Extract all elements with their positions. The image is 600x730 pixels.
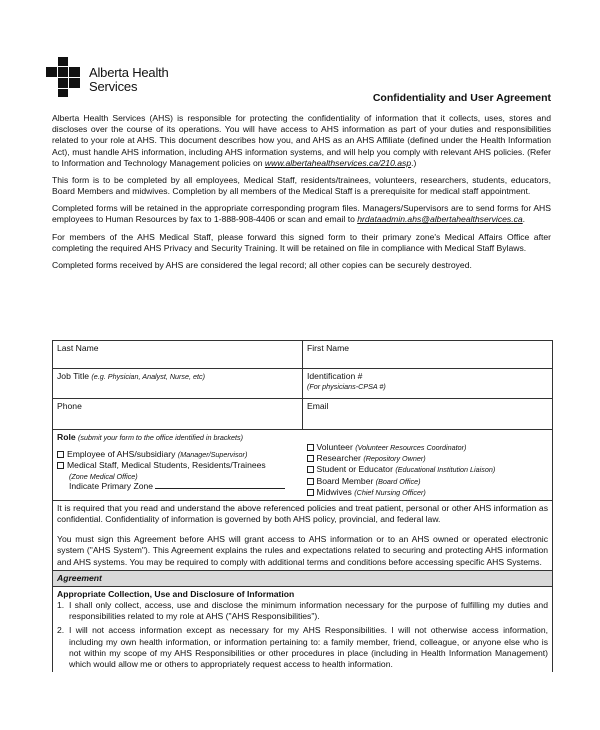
intro-paragraph-3-text: Completed forms will be retained in the appropriate corresponding program files. Managers/Supervisors are to send forms for AHS employees to Human Resources by fax to 1-888-908-4406 or scan and email to: [52, 203, 551, 225]
role-volunteer-hint: (Volunteer Resources Coordinator): [355, 443, 467, 452]
item-1-number: 1.: [57, 600, 65, 611]
item-1-text: I shall only collect, access, use and disclose the minimum information necessary for the purpose of fulfilling my duties and responsibilities related to my role at AHS ("AHS Responsibilities").: [69, 600, 548, 622]
role-medical-staff[interactable]: [57, 460, 299, 471]
item-2-number: 2.: [57, 625, 65, 636]
checkbox-icon[interactable]: [307, 444, 314, 451]
checkbox-icon[interactable]: [307, 455, 314, 462]
job-title-label: Job Title: [57, 371, 90, 381]
last-name-label: Last Name: [57, 343, 99, 353]
checkbox-icon[interactable]: [57, 462, 64, 469]
role-volunteer[interactable]: [307, 442, 549, 453]
agreement-item-2: [57, 625, 548, 670]
checkbox-icon[interactable]: [307, 466, 314, 473]
intro-paragraph-3-end: .: [522, 214, 526, 225]
role-options-left: [53, 430, 303, 501]
role-medical-staff-hint: (Zone Medical Office): [69, 471, 138, 481]
checkbox-icon[interactable]: [57, 451, 64, 458]
phone-field[interactable]: [53, 399, 303, 430]
role-midwives-hint: (Chief Nursing Officer): [354, 487, 426, 497]
role-researcher-hint: (Repository Owner): [363, 454, 426, 464]
agreement-item-1: [57, 600, 548, 622]
role-researcher-label: Researcher: [316, 453, 361, 464]
role-volunteer-label: Volunteer: [316, 442, 353, 452]
role-hint: (submit your form to the office identified in brackets): [78, 433, 243, 442]
intro-text: [52, 113, 551, 277]
role-employee-label: Employee of AHS/subsidiary: [67, 449, 176, 460]
intro-paragraph-1-end: .): [411, 157, 417, 168]
checkbox-icon[interactable]: [307, 489, 314, 496]
intro-paragraph-5: Completed forms received by AHS are considered the legal record; all other copies can be securely destroyed.: [52, 259, 472, 270]
policy-statement-2: You must sign this Agreement before AHS will grant access to AHS information or to an AHS owned or operated electronic system ("AHS System"). This Agreement explains the rules and expectations related to securing and protecting AHS information and AHS systems. You may be required to comply with additional terms and conditions before accessing specific AHS Systems.: [57, 534, 548, 567]
ahs-logo-mark-icon: [46, 57, 86, 97]
intro-paragraph-1: [52, 113, 551, 169]
email-field[interactable]: [303, 399, 553, 430]
hr-email-link[interactable]: hrdataadmin.ahs@albertahealthservices.ca: [357, 214, 523, 225]
role-options-right: [303, 430, 553, 501]
role-board-member-hint: (Board Office): [375, 476, 421, 486]
agreement-header: Agreement: [53, 570, 553, 586]
role-label: Role: [57, 432, 76, 442]
job-title-field[interactable]: [53, 369, 303, 399]
section-title: Appropriate Collection, Use and Disclosure of Information: [57, 588, 295, 599]
email-label: Email: [307, 401, 329, 411]
identification-label: Identification #: [307, 371, 363, 381]
role-midwives[interactable]: [307, 487, 549, 498]
ahs-logo: [46, 57, 206, 97]
intro-paragraph-4: For members of the AHS Medical Staff, please forward this signed form to their primary zone's Medical Affairs Office after completing the required AHS Privacy and Security Training. It will be retained on file in compliance with Medical Staff Bylaws.: [52, 231, 551, 253]
role-medical-staff-label: Medical Staff, Medical Students, Residents/Trainees: [67, 460, 266, 471]
user-info-form: [52, 340, 553, 672]
role-midwives-label: Midwives: [316, 486, 352, 497]
role-employee[interactable]: [57, 449, 299, 460]
identification-field[interactable]: [303, 369, 553, 399]
job-title-hint: (e.g. Physician, Analyst, Nurse, etc): [91, 372, 205, 381]
role-researcher[interactable]: [307, 453, 549, 464]
logo-wordmark: [89, 66, 169, 93]
checkbox-icon[interactable]: [307, 478, 314, 485]
phone-label: Phone: [57, 401, 82, 411]
role-student[interactable]: [307, 464, 549, 475]
primary-zone-field[interactable]: [57, 481, 299, 492]
item-2-text: I will not access information except as necessary for my AHS Responsibilities. I will not otherwise access information, including my own health information, or information pertaining to: a family member, friend, colleague, or anyone else who is not within my scope of my AHS Responsibilities or other procedures in place (including in Health Information Management) which would allow me or others to appropriately request access to health information.: [69, 625, 548, 669]
intro-paragraph-3: [52, 203, 551, 225]
primary-zone-label: Indicate Primary Zone: [69, 480, 154, 491]
logo-line-1: Alberta Health: [89, 65, 169, 80]
role-student-label: Student or Educator: [316, 464, 393, 475]
intro-paragraph-1-text: Alberta Health Services (AHS) is responsible for protecting the confidentiality of information that it collects, uses, stores and discloses over the course of its operations. You will have access to AHS information as part of your duties and responsibilities related to your role at AHS. This document describes how you, and AHS as an AHS Affiliate (defined under the Health Information Act), must handle AHS information, including AHS information systems, and will help you comply with relevant AHS policies. (Refer to Information and Technology Management policies on: [52, 113, 551, 168]
policies-link[interactable]: www.albertahealthservices.ca/210.asp: [264, 157, 412, 168]
role-board-member-label: Board Member: [316, 475, 374, 486]
role-employee-hint: (Manager/Supervisor): [177, 450, 248, 460]
document-title: Confidentiality and User Agreement: [372, 92, 551, 104]
role-student-hint: (Educational Institution Liaison): [395, 465, 496, 475]
last-name-field[interactable]: [53, 341, 303, 369]
role-board-member[interactable]: [307, 476, 549, 487]
policy-statements: [53, 500, 553, 570]
primary-zone-line[interactable]: [155, 481, 285, 489]
first-name-field[interactable]: [303, 341, 553, 369]
logo-line-2: Services: [89, 78, 138, 94]
identification-hint: (For physicians-CPSA #): [307, 382, 386, 392]
agreement-terms: [53, 586, 553, 672]
intro-paragraph-2: This form is to be completed by all employees, Medical Staff, residents/trainees, volunteers, researchers, students, educators, Board Members and midwives. Completion by all members of the Medical Staff is a prerequisite for medical staff appointment.: [52, 174, 551, 197]
first-name-label: First Name: [307, 343, 350, 353]
policy-statement-1: It is required that you read and understand the above referenced policies and treat patient, personal or other AHS information as confidential. Confidentiality of information is governed by both AHS policy, provincial, and federal law.: [57, 502, 548, 525]
